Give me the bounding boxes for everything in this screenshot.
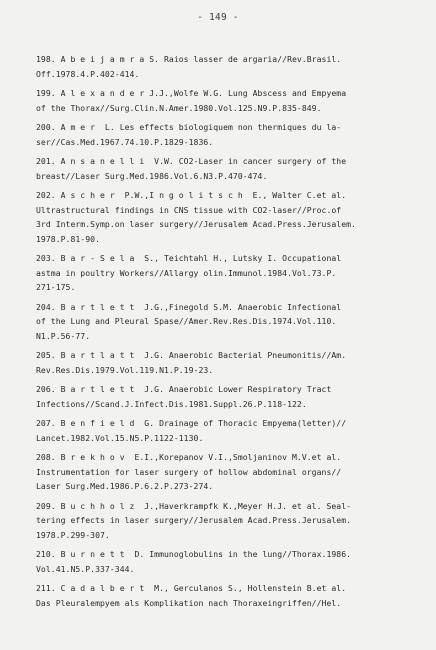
reference-line: astma in poultry Workers//Allargy olin.Immunol.1984.Vol.73.P. xyxy=(36,267,337,278)
reference-entry xyxy=(36,251,424,295)
reference-line: Laser Surg.Med.1986.P.6.2.P.273-274. xyxy=(36,481,214,491)
reference-line: Infections//Scand.J.Infect.Dis.1981.Suppl.26.P.118-122. xyxy=(36,398,307,409)
reference-line: Instrumentation for laser surgery of hollow abdominal organs// xyxy=(36,466,342,477)
reference-line: Ultrastructural findings in CNS tissue with CO2-laser//Proc.of xyxy=(36,204,342,215)
reference-line: 200. A m e r L. Les effects biologiquem non thermiques du la- xyxy=(36,122,342,132)
reference-line: of the Thorax//Surg.Clin.N.Amer.1980.Vol.125.N9.P.835-849. xyxy=(36,102,322,113)
reference-line: 210. B u r n e t t D. Immunoglobulins in the lung//Thorax.1986. xyxy=(36,549,352,559)
reference-line: 204. B a r t l e t t J.G.,Finegold S.M. Anaerobic Infectional xyxy=(36,301,342,312)
reference-line: 271-175. xyxy=(36,282,76,292)
reference-line: tering effects in laser surgery//Jerusalem Acad.Press.Jerusalem. xyxy=(36,515,352,525)
reference-entry xyxy=(36,547,424,576)
reference-line: 199. A l e x a n d e r J.J.,Wolfe W.G. Lung Abscess and Empyema xyxy=(36,88,347,98)
reference-entry xyxy=(36,120,424,149)
reference-entry xyxy=(36,86,424,115)
reference-entry xyxy=(36,416,424,445)
reference-line: Rev.Res.Dis.1979.Vol.119.N1.P.19-23. xyxy=(36,364,214,375)
reference-line: ser//Cas.Med.1967.74.10.P.1829-1836. xyxy=(36,136,214,147)
reference-list xyxy=(36,52,424,615)
reference-line: 203. B a r - S e l a S., Teichtahl H., Lutsky I. Occupational xyxy=(36,253,342,263)
reference-line: Off.1978.4.P.402-414. xyxy=(36,68,140,79)
reference-line: 202. A s c h e r P.W.,I n g o l i t s c h E., Walter C.et al. xyxy=(36,190,347,200)
reference-line: 209. B u c h h o l z J.,Haverkrampfk K.,Meyer H.J. et al. Seal- xyxy=(36,500,352,511)
reference-entry xyxy=(36,52,424,81)
reference-line: of the Lung and Pleural Spase//Amer.Rev.Res.Dis.1974.Vol.110. xyxy=(36,316,337,326)
reference-entry xyxy=(36,382,424,411)
reference-line: Lancet.1982.Vol.15.N5.P.1122-1130. xyxy=(36,432,204,443)
reference-line: 201. A n s a n e l l i V.W. CO2-Laser in cancer surgery of the xyxy=(36,156,347,166)
reference-line: Das Pleuralempyem als Komplikation nach Thoraxeingriffen//Hel. xyxy=(36,597,342,608)
reference-entry xyxy=(36,581,424,610)
reference-line: 205. B a r t l a t t J.G. Anaerobic Bacterial Pneumonitis//Am. xyxy=(36,350,347,360)
reference-line: 208. B r e k h o v E.I.,Korepanov V.I.,Smoljaninov M.V.et al. xyxy=(36,452,342,462)
reference-line: 207. B e n f i e l d G. Drainage of Thoracic Empyema(letter)// xyxy=(36,418,347,428)
reference-entry xyxy=(36,188,424,246)
reference-line: 198. A b e i j a m r a S. Raios lasser de argaria//Rev.Brasil. xyxy=(36,54,342,64)
reference-line: 3rd Interm.Symp.on laser surgery//Jerusalem Acad.Press.Jerusalem. xyxy=(36,219,356,229)
reference-entry xyxy=(36,154,424,183)
reference-entry xyxy=(36,300,424,344)
reference-line: Vol.41.N5.P.337-344. xyxy=(36,563,135,574)
reference-line: 206. B a r t l e t t J.G. Anaerobic Lower Respiratory Tract xyxy=(36,384,332,394)
reference-line: 1978.P.81-90. xyxy=(36,233,100,244)
reference-entry xyxy=(36,499,424,543)
reference-line: 1978.P.299-307. xyxy=(36,529,110,540)
reference-entry xyxy=(36,348,424,377)
reference-entry xyxy=(36,450,424,494)
reference-line: breast//Laser Surg.Med.1986.Vol.6.N3.P.470-474. xyxy=(36,170,268,181)
reference-line: N1.P.56-77. xyxy=(36,330,91,341)
reference-line: 211. C a d a l b e r t M., Gerculanos S., Hollenstein B.et al. xyxy=(36,583,347,593)
page-number: - 149 - xyxy=(197,12,239,23)
